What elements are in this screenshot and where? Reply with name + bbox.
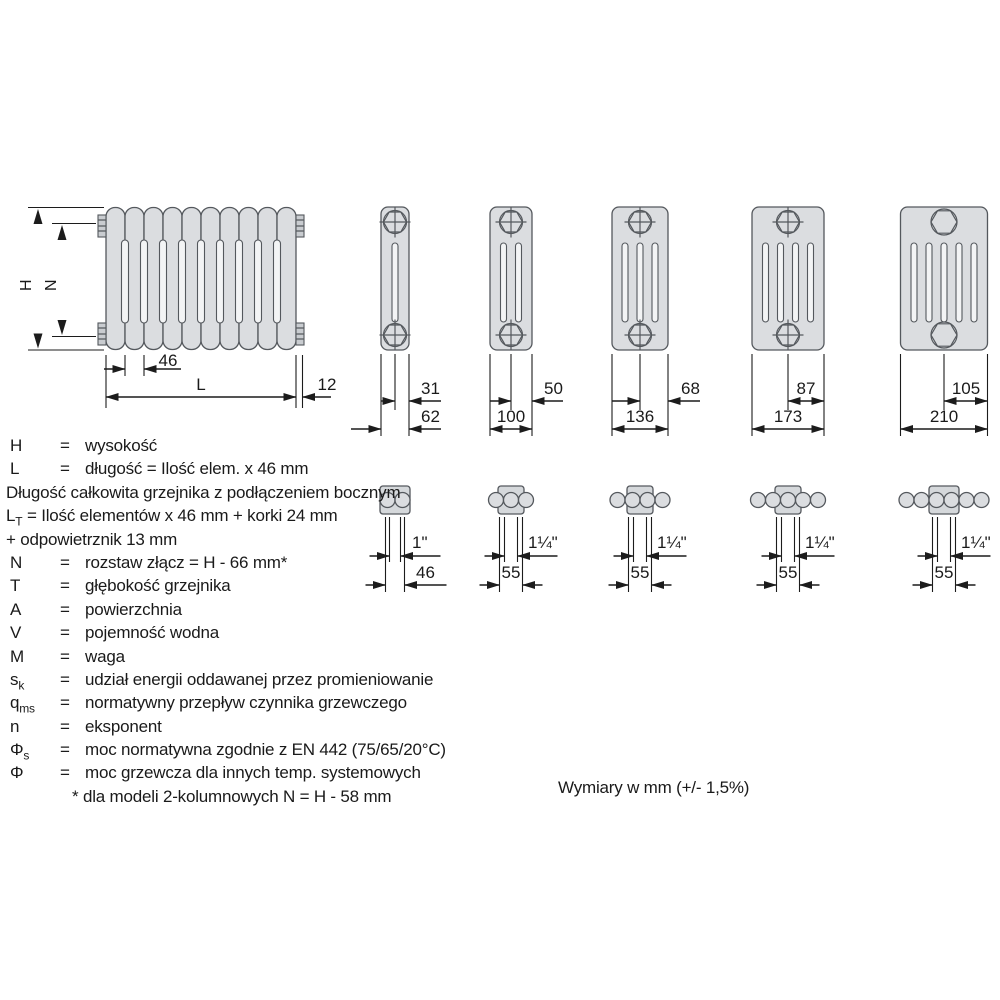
dimension-length xyxy=(106,355,296,408)
dimension-element-width xyxy=(104,351,181,376)
radiator-front xyxy=(98,208,304,350)
cross-section-4-col xyxy=(609,207,701,593)
depth-dimensions xyxy=(612,354,700,436)
legend-row-m: M = waga xyxy=(10,646,125,666)
dim-label-12: 12 xyxy=(317,375,337,394)
legend-row-h: H = wysokość xyxy=(10,436,158,455)
legend-row-lt: $L_T$ = Ilość elementów x 46 mm + korki 24 mm xyxy=(6,506,338,529)
legend-row-qms: $q_{ms}$ = normatywny przepływ czynnika grzewczego xyxy=(10,693,407,716)
legend-row-n: N = rozstaw złącz = H - 66 mm* xyxy=(10,552,288,572)
dim-label-connection: 1¼" xyxy=(961,533,991,552)
legend-row-phi: Φ = moc grzewcza dla innych temp. systemowych xyxy=(10,763,421,783)
dim-label-pitch: 55 xyxy=(778,563,798,582)
legend-row-n-exp: n = eksponent xyxy=(10,716,162,736)
dim-label-depth: 210 xyxy=(929,407,959,426)
top-view-3-col xyxy=(480,486,558,592)
dim-label-depth: 100 xyxy=(496,407,526,426)
legend-row-footnote: * dla modeli 2-kolumnowych N = H - 58 mm xyxy=(72,786,392,806)
depth-dimensions xyxy=(901,354,988,436)
legend-row-total-length-title: Długość całkowita grzejnika z podłączeniem bocznym xyxy=(6,482,401,502)
top-view-5-col xyxy=(751,486,835,592)
dimension-connection-pitch xyxy=(43,224,96,337)
dim-label-half-depth: 31 xyxy=(421,379,440,398)
legend-row-v: V = pojemność wodna xyxy=(10,623,220,643)
dim-label-half-depth: 87 xyxy=(796,379,816,398)
dim-label-half-depth: 50 xyxy=(544,379,563,398)
dim-label-l: L xyxy=(196,375,206,394)
legend xyxy=(6,434,476,808)
dim-label-n: N xyxy=(43,279,60,291)
dim-label-pitch: 55 xyxy=(934,563,954,582)
dim-label-half-depth: 68 xyxy=(681,379,700,398)
legend-row-a: A = powierzchnia xyxy=(10,599,182,619)
dim-label-depth: 173 xyxy=(773,407,803,426)
cross-section-6-col xyxy=(899,207,991,592)
dim-label-depth: 136 xyxy=(625,407,655,426)
cross-section-5-col xyxy=(751,207,835,593)
dim-label-connection: 1¼" xyxy=(528,533,558,552)
depth-dimensions xyxy=(351,354,441,436)
dim-label-connection: 1¼" xyxy=(657,533,687,552)
dim-label-pitch: 46 xyxy=(416,563,435,582)
dim-label-depth: 62 xyxy=(421,407,440,426)
dim-label-46: 46 xyxy=(158,351,178,370)
legend-row-t: T = głębokość grzejnika xyxy=(10,576,231,596)
legend-row-sk: $s_k$ = udział energii oddawanej przez promieniowanie xyxy=(10,669,434,693)
top-view-4-col xyxy=(609,486,687,592)
legend-row-l: L = długość = Ilość elem. x 46 mm xyxy=(10,459,309,479)
depth-dimensions xyxy=(490,354,563,436)
dim-label-connection: 1" xyxy=(412,533,428,552)
front-view xyxy=(18,208,336,409)
dim-label-half-depth: 105 xyxy=(951,379,981,398)
dimensions-tolerance-note: Wymiary w mm (+/- 1,5%) xyxy=(558,778,750,797)
top-view-6-col xyxy=(899,486,991,592)
dim-label-connection: 1¼" xyxy=(805,533,835,552)
dim-label-h: H xyxy=(18,279,35,291)
legend-row-phi-s: $\Phi_s$ = moc normatywna zgodnie z EN 442 (75/65/20°C) xyxy=(10,740,446,763)
dimension-side-offset xyxy=(303,355,337,408)
legend-row-air-vent: + odpowietrznik 13 mm xyxy=(6,529,178,549)
dim-label-pitch: 55 xyxy=(630,563,650,582)
dim-label-pitch: 55 xyxy=(501,563,521,582)
cross-section-3-col xyxy=(480,207,564,593)
depth-dimensions xyxy=(752,354,824,436)
